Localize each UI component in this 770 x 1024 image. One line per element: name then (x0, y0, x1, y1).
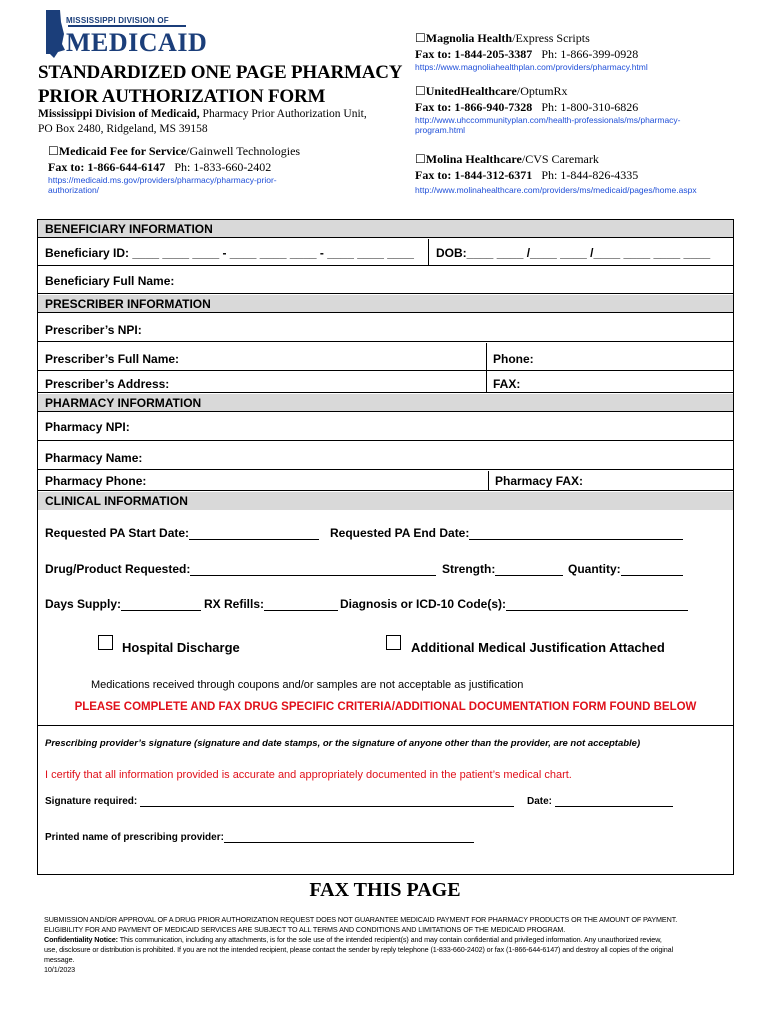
checkbox-icon[interactable]: ☐ (415, 152, 426, 166)
certify-statement: I certify that all information provided is accurate and appropriately documented in the patient’s medical chart. (45, 769, 572, 781)
medicaid-logo (40, 8, 208, 60)
form-revision-date: 10/1/2023 (44, 965, 76, 974)
pharmacy-phone-field[interactable]: Pharmacy Phone: (45, 474, 147, 488)
plan-name: Magnolia Health (425, 31, 513, 45)
prescriber-name-row (38, 343, 733, 371)
plan-link-cont[interactable]: authorization/ (48, 185, 100, 195)
signature-note: Prescribing provider’s signature (signature and date stamps, or the signature of anyone other than the provider, are not acceptable) (45, 738, 641, 749)
quantity-field[interactable]: Quantity: (568, 562, 683, 576)
plan-fax: Fax to: 1-866-940-7328 (415, 100, 533, 114)
confidentiality-text: This communication, including any attachments, is for the sole use of the intended recipient(s) and may contain confidential and privileged information. Any unauthorized review, (117, 935, 662, 944)
checkbox-icon[interactable]: ☐ (415, 31, 426, 45)
plan-name: Medicaid Fee for Service (58, 144, 187, 158)
prescriber-phone-field[interactable]: Phone: (493, 352, 534, 366)
section-pharmacy-header: PHARMACY INFORMATION (38, 394, 733, 412)
plan-name: UnitedHealthcare (425, 84, 517, 98)
plan-molina (415, 151, 697, 195)
plan-pbm: /OptumRx (516, 84, 568, 98)
plan-fax: Fax to: 1-844-312-6371 (415, 168, 533, 182)
diagnosis-field[interactable]: Diagnosis or ICD-10 Code(s): (340, 597, 688, 611)
hospital-discharge-checkbox[interactable] (98, 635, 113, 650)
prescriber-address-field[interactable]: Prescriber’s Address: (45, 377, 170, 391)
prescriber-npi-row (38, 314, 733, 342)
pharmacy-name-row (38, 442, 733, 470)
plan-phone: Ph: 1-844-826-4335 (541, 168, 639, 182)
plan-link[interactable]: https://medicaid.ms.gov/providers/pharmacy/pharmacy-prior- (48, 175, 277, 185)
plan-medicaid-ffs (48, 143, 300, 195)
rx-refills-field[interactable]: RX Refills: (204, 597, 338, 611)
section-clinical-header: CLINICAL INFORMATION (38, 492, 733, 510)
beneficiary-id-row (38, 239, 733, 266)
beneficiary-id-field[interactable]: Beneficiary ID: ____ ____ ____ - ____ ____ ____ - ____ ____ ____ (45, 246, 414, 260)
drug-requested-field[interactable]: Drug/Product Requested: (45, 562, 436, 576)
form-title-line1: STANDARDIZED ONE PAGE PHARMACY (38, 62, 403, 83)
plan-phone: Ph: 1-866-399-0928 (541, 47, 639, 61)
plan-pbm: /Express Scripts (512, 31, 590, 45)
date-field[interactable]: Date: (527, 796, 673, 807)
plan-unitedhealthcare (415, 83, 681, 135)
logo-brand: MEDICAID (66, 28, 208, 57)
address-rest: Pharmacy Prior Authorization Unit, (199, 108, 367, 120)
plan-magnolia (415, 30, 648, 72)
fax-this-page-heading: FAX THIS PAGE (309, 879, 461, 901)
logo-org: MISSISSIPPI DIVISION OF (66, 16, 169, 25)
disclaimer-line2: ELIGIBILITY FOR AND PAYMENT OF MEDICAID SERVICES ARE SUBJECT TO ALL TERMS AND CONDITIONS AND LIMITATIONS OF THE MEDICAID PROGRAM. (44, 925, 566, 934)
prescriber-name-field[interactable]: Prescriber’s Full Name: (45, 352, 180, 366)
justification-label: Additional Medical Justification Attached (411, 640, 665, 655)
dom-address (38, 107, 398, 137)
plan-link[interactable]: https://www.magnoliahealthplan.com/providers/pharmacy.html (415, 62, 648, 72)
address-line2: PO Box 2480, Ridgeland, MS 39158 (38, 123, 208, 135)
coupons-note: Medications received through coupons and/or samples are not acceptable as justification (91, 679, 524, 691)
plan-phone: Ph: 1-800-310-6826 (541, 100, 639, 114)
pharmacy-phone-row (38, 471, 733, 491)
plan-fax: Fax to: 1-866-644-6147 (48, 160, 166, 174)
prescriber-npi-field[interactable]: Prescriber’s NPI: (45, 323, 142, 337)
confidentiality-label: Confidentiality Notice: (44, 935, 118, 944)
pa-form (37, 219, 734, 875)
footer-disclaimer (44, 915, 734, 975)
prescriber-fax-field[interactable]: FAX: (493, 377, 521, 391)
printed-name-field[interactable]: Printed name of prescribing provider: (45, 832, 474, 843)
plan-link[interactable]: http://www.uhccommunityplan.com/health-professionals/ms/pharmacy- (415, 115, 681, 125)
justification-checkbox[interactable] (386, 635, 401, 650)
plan-link[interactable]: http://www.molinahealthcare.com/providers/ms/medicaid/pages/home.aspx (415, 185, 697, 195)
pharmacy-name-field[interactable]: Pharmacy Name: (45, 451, 143, 465)
beneficiary-name-row (38, 267, 733, 294)
plan-pbm: /Gainwell Technologies (186, 144, 301, 158)
checkbox-icon[interactable]: ☐ (415, 84, 426, 98)
strength-field[interactable]: Strength: (442, 562, 563, 576)
dob-field[interactable]: DOB:____ ____ /____ ____ /____ ____ ____ ____ (436, 246, 711, 260)
section-beneficiary-header: BENEFICIARY INFORMATION (38, 220, 733, 238)
pharmacy-npi-field[interactable]: Pharmacy NPI: (45, 420, 130, 434)
days-supply-field[interactable]: Days Supply: (45, 597, 201, 611)
plan-link-cont[interactable]: program.html (415, 125, 466, 135)
form-title-line2: PRIOR AUTHORIZATION FORM (38, 86, 326, 107)
pharmacy-npi-row (38, 413, 733, 441)
prescriber-address-row (38, 372, 733, 393)
pa-end-date-field[interactable]: Requested PA End Date: (330, 526, 683, 540)
pharmacy-fax-field[interactable]: Pharmacy FAX: (495, 474, 584, 488)
confidentiality-line2: use, disclosure or distribution is prohibited. If you are not the intended recipient, please contact the sender by reply telephone (1-833-660-2402) or fax (1-866-644-6147) and destroy all copies of the original (44, 945, 674, 954)
criteria-notice: PLEASE COMPLETE AND FAX DRUG SPECIFIC CRITERIA/ADDITIONAL DOCUMENTATION FORM FOUND BELOW (74, 701, 697, 713)
disclaimer-line1: SUBMISSION AND/OR APPROVAL OF A DRUG PRIOR AUTHORIZATION REQUEST DOES NOT GUARANTEE MEDICAID PAYMENT FOR PHARMACY PRODUCTS OR THE AMOUNT OF PAYMENT. (44, 915, 678, 924)
pa-start-date-field[interactable]: Requested PA Start Date: (45, 526, 319, 540)
section-prescriber-header: PRESCRIBER INFORMATION (38, 295, 733, 313)
beneficiary-name-field[interactable]: Beneficiary Full Name: (45, 274, 175, 288)
plan-phone: Ph: 1-833-660-2402 (174, 160, 272, 174)
plan-fax: Fax to: 1-844-205-3387 (415, 47, 533, 61)
address-bold: Mississippi Division of Medicaid, (38, 108, 200, 120)
confidentiality-line3: message. (44, 955, 75, 964)
checkbox-icon[interactable]: ☐ (48, 144, 59, 158)
plan-name: Molina Healthcare (425, 152, 522, 166)
hospital-discharge-label: Hospital Discharge (122, 640, 240, 655)
plan-pbm: /CVS Caremark (521, 152, 599, 166)
signature-field[interactable]: Signature required: (45, 796, 514, 807)
